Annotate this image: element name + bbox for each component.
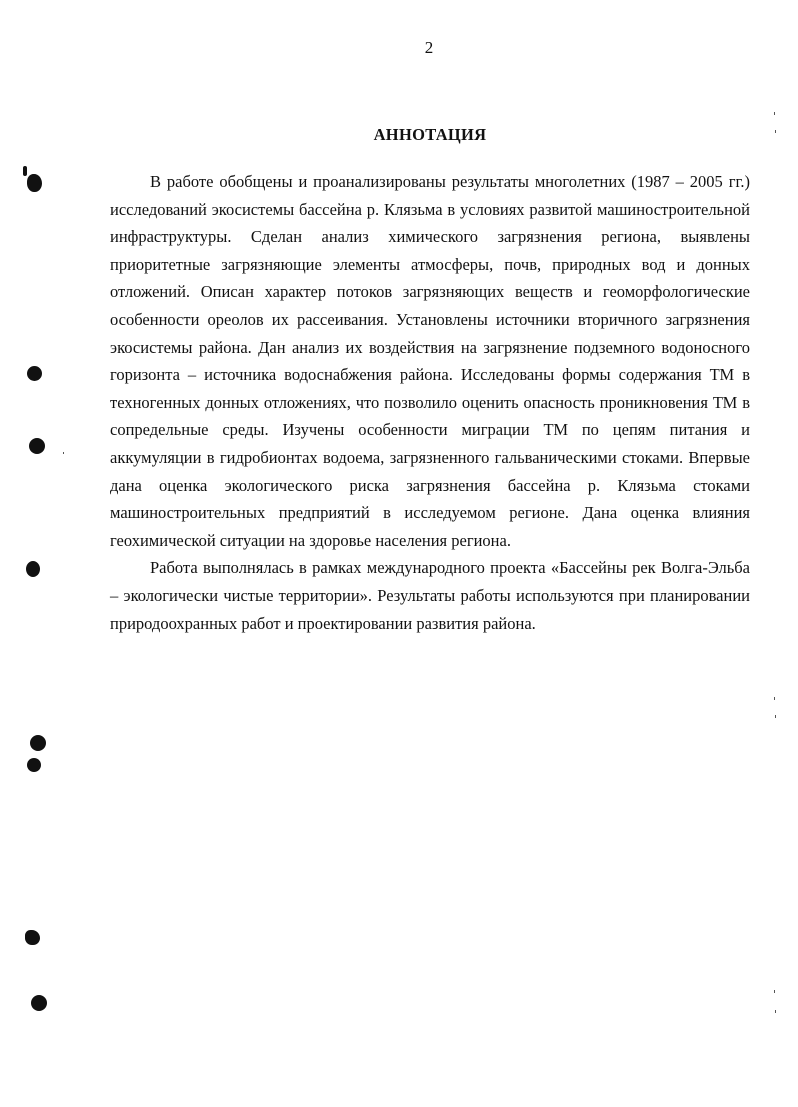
scan-mark — [775, 715, 776, 718]
punch-hole — [27, 366, 42, 381]
scan-mark — [775, 1010, 776, 1013]
punch-hole — [31, 995, 47, 1011]
scan-mark — [774, 697, 775, 700]
scan-mark — [63, 452, 64, 454]
punch-hole — [30, 735, 46, 751]
punch-hole — [25, 930, 40, 945]
abstract-paragraph-1: В работе обобщены и проанализированы результаты многолетних (1987 – 2005 гг.) исследований экосистемы бассейна р. Клязьма в условиях развитой машиностроительной инфраструктуры. Сделан анализ химического загрязнения региона, выявлены приоритетные загрязняющие элементы атмосферы, почв, природных вод и донных отложений. Описан характер потоков загрязняющих веществ и геоморфологические особенности ореолов их рассеивания. Установлены источники вторичного загрязнения экосистемы района. Дан анализ их воздействия на загрязнение подземного водоносного горизонта – источника водоснабжения района. Исследованы формы содержания ТМ в техногенных донных отложениях, что позволило оценить опасность проникновения ТМ в сопредельные среды. Изучены особенности миграции ТМ по цепям питания и аккумуляции в гидробионтах водоема, загрязненного гальваническими стоками. Впервые дана оценка экологического риска загрязнения бассейна р. Клязьма стоками машиностроительных предприятий в исследуемом регионе. Дана оценка влияния геохимической ситуации на здоровье населения региона. — [110, 172, 750, 550]
abstract-body — [110, 168, 750, 637]
punch-hole — [27, 174, 42, 192]
punch-hole — [27, 758, 41, 772]
punch-hole — [29, 438, 45, 454]
page-title: АННОТАЦИЯ — [373, 125, 487, 144]
punch-hole — [26, 561, 40, 577]
punch-hole — [23, 166, 27, 176]
scan-mark — [774, 990, 775, 993]
abstract-paragraph-2: Работа выполнялась в рамках международного проекта «Бассейны рек Волга-Эльба – экологически чистые территории». Результаты работы используются при планировании природоохранных работ и проектировании развития района. — [110, 558, 750, 633]
scan-mark — [774, 112, 775, 115]
scan-mark — [775, 130, 776, 133]
page-number: 2 — [424, 38, 434, 57]
